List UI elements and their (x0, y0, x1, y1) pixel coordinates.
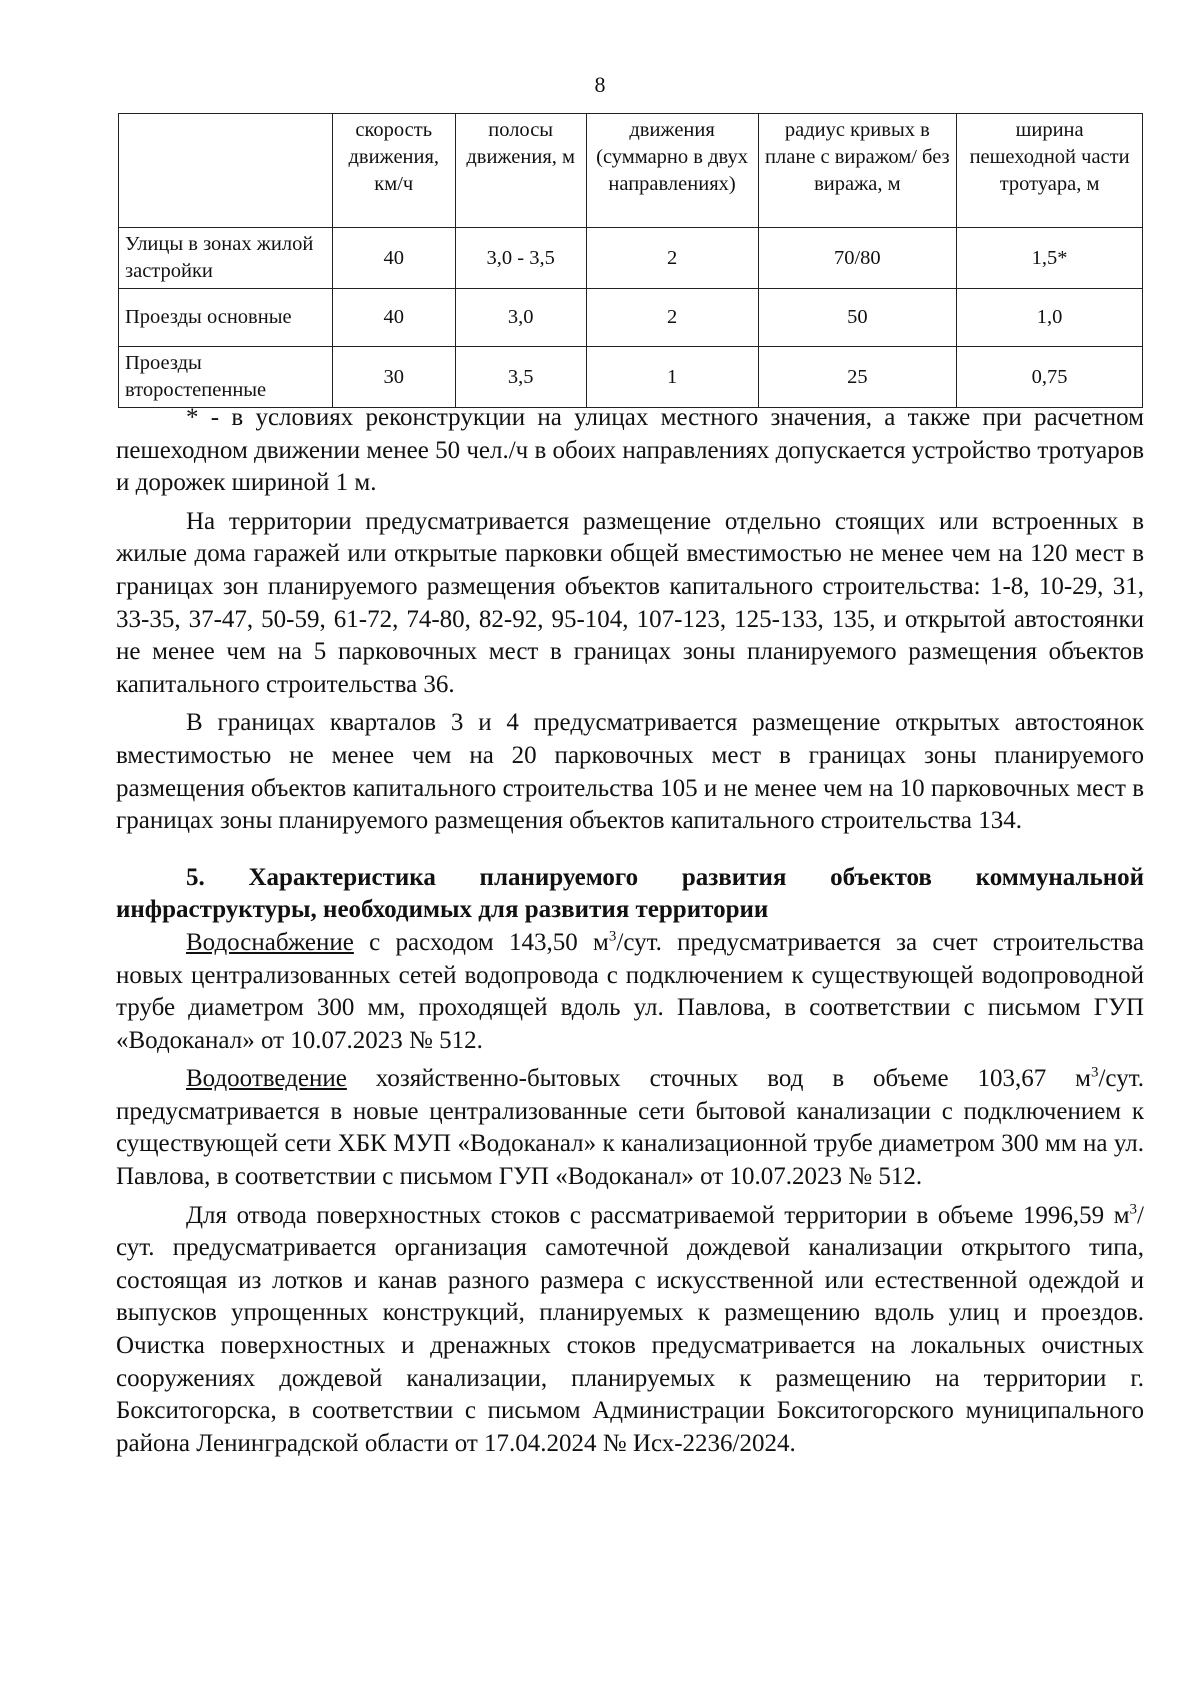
street-parameters-table (118, 113, 1143, 408)
drainage-superscript: 3 (1090, 1064, 1099, 1081)
footnote-paragraph: * - в условиях реконструкции на улицах местного значения, а также при расчетном пешеходном движении менее 50 чел./ч в обоих направлениях допускается устройство тротуаров и дорожек шириной 1 м. (116, 404, 1144, 497)
table-cell: 1,5* (957, 228, 1143, 289)
table-cell: Улицы в зонах жилой застройки (119, 228, 333, 289)
table-cell: 50 (758, 289, 957, 347)
table-row (119, 347, 1143, 408)
table-cell: 1 (586, 347, 758, 408)
drainage-term: Водоотведение (186, 1065, 347, 1093)
water-supply-text-a: с расходом 143,50 м (353, 928, 609, 956)
table-cell: 1,0 (957, 289, 1143, 347)
table-header-cell: движения (суммарно в двух направлениях) (586, 114, 758, 228)
parking-paragraph: На территории предусматривается размещение отдельно стоящих или встроенных в жилые дома гаражей или открытые парковки общей вместимостью не менее чем на 120 мест в границах зон планируемого размещения объектов капитального строительства: 1-8, 10-29, 31, 33-35, 37-47, 50-59, 61-72, 74-80, 82-92, 95-104, 107-123, 125-133, 135, и открытой автостоянки не менее чем на 5 парковочных мест в границах зоны планируемого размещения объектов капитального строительства 36. (116, 507, 1144, 698)
section-heading: 5. Характеристика планируемого развития объектов коммунальной инфраструктуры, необходимых для развития территории (116, 863, 1144, 924)
table-cell: 2 (586, 228, 758, 289)
table-header-row (119, 114, 1143, 228)
table-cell: 40 (332, 289, 455, 347)
table-cell: Проезды основные (119, 289, 333, 347)
table-cell: Проезды второстепенные (119, 347, 333, 408)
stormwater-text-b: /сут. предусматривается организация самотечной дождевой канализации открытого типа, состоящая из лотков и канав разного размера с искусственной или естественной одеждой и выпусков упрощенных конструкций, планируемых к размещению вдоль улиц и проездов. Очистка поверхностных и дренажных стоков предусматривается на локальных очистных сооружениях дождевой канализации, планируемых к размещению на территории г. Бокситогорска, в соответствии с письмом Администрации Бокситогорского муниципального района Ленинградской области от 17.04.2024 № Исх-2236/2024. (116, 1201, 1144, 1457)
table-cell: 3,0 (455, 289, 586, 347)
table-header-cell (119, 114, 333, 228)
stormwater-superscript: 3 (1129, 1201, 1138, 1218)
quarters-parking-paragraph: В границах кварталов 3 и 4 предусматривается размещение открытых автостоянок вместимостью не менее чем на 20 парковочных мест в границах зоны планируемого размещения объектов капитального строительства 105 и не менее чем на 10 парковочных мест в границах зоны планируемого размещения объектов капитального строительства 134. (116, 709, 1144, 835)
water-supply-superscript: 3 (608, 928, 617, 945)
body-text (116, 402, 1144, 1460)
table-header-cell: радиус кривых в плане с виражом/ без виража, м (758, 114, 957, 228)
table-cell: 70/80 (758, 228, 957, 289)
table-cell: 2 (586, 289, 758, 347)
table-cell: 3,5 (455, 347, 586, 408)
table-header-cell: полосы движения, м (455, 114, 586, 228)
table-header-cell: ширина пешеходной части тротуара, м (957, 114, 1143, 228)
stormwater-paragraph (116, 1200, 1144, 1461)
drainage-text-a: хозяйственно-бытовых сточных вод в объеме 103,67 м (346, 1065, 1091, 1093)
table-row (119, 289, 1143, 347)
table-header-cell: скорость движения, км/ч (332, 114, 455, 228)
table-cell: 40 (332, 228, 455, 289)
water-supply-text-b: /сут. предусматривается за счет строительства новых централизованных сетей водопровода с подключением к существующей водопроводной трубе диаметром 300 мм, проходящей вдоль ул. Павлова, в соответствии с письмом ГУП «Водоканал» от 10.07.2023 № 512. (116, 928, 1144, 1054)
page-number: 8 (594, 72, 606, 97)
table-cell: 0,75 (957, 347, 1143, 408)
drainage-paragraph (116, 1063, 1144, 1193)
water-supply-term: Водоснабжение (186, 928, 354, 956)
table-row (119, 228, 1143, 289)
drainage-text-b: /сут. предусматривается в новые централизованные сети бытовой канализации с подключением к существующей сети ХБК МУП «Водоканал» к канализационной трубе диаметром 300 мм на ул. Павлова, в соответствии с письмом ГУП «Водоканал» от 10.07.2023 № 512. (116, 1065, 1144, 1191)
table-cell: 30 (332, 347, 455, 408)
water-supply-paragraph (116, 927, 1144, 1057)
stormwater-text-a: Для отвода поверхностных стоков с рассматриваемой территории в объеме 1996,59 м (186, 1201, 1130, 1229)
table-cell: 3,0 - 3,5 (455, 228, 586, 289)
table-cell: 25 (758, 347, 957, 408)
